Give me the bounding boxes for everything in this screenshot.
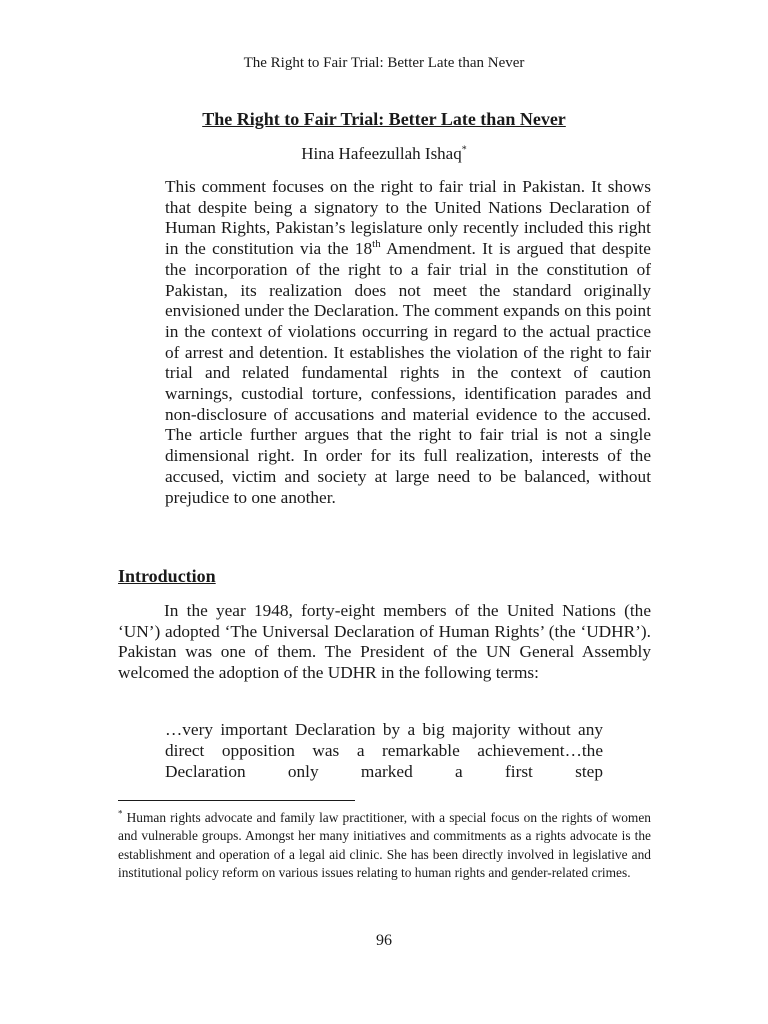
- footnote-mark: *: [118, 808, 123, 819]
- author-name: Hina Hafeezullah Ishaq: [301, 144, 462, 163]
- article-abstract: [165, 177, 651, 508]
- running-header: The Right to Fair Trial: Better Late than Never: [243, 55, 525, 71]
- article-author: [0, 143, 768, 165]
- footnote-divider: [118, 800, 355, 801]
- author-footnote-mark: *: [461, 144, 467, 156]
- abstract-superscript: th: [372, 238, 381, 251]
- footnote: [118, 809, 651, 882]
- block-quote: …very important Declaration by a big majority without any direct opposition was a remarkable achievement…the Declaration only marked a first step: [165, 720, 603, 781]
- abstract-text-part2: Amendment. It is argued that despite the incorporation of the right to a fair trial in the constitution of Pakistan, its realization does not meet the standard originally envisioned under the Declaration. The comment expands on this point in the context of violations occurring in regard to the actual practice of arrest and detention. It establishes the violation of the right to fair trial and related fundamental rights in the context of caution warnings, custodial torture, confessions, identification parades and non-disclosure of accusations and material evidence to the accused. The article further argues that the right to fair trial is not a single dimensional right. In order for its full realization, interests of the accused, victim and society at large need to be balanced, without prejudice to one another.: [165, 239, 651, 507]
- page-number: 96: [376, 932, 392, 949]
- abstract-text-part1: This comment focuses on the right to fair trial in Pakistan. It shows that despite being a signatory to the United Nations Declaration of Human Rights, Pakistan’s legislature only recently included this right in the constitution via the 18: [165, 177, 651, 259]
- introduction-heading: Introduction: [118, 566, 216, 586]
- introduction-paragraph: In the year 1948, forty-eight members of the United Nations (the ‘UN’) adopted ‘The Universal Declaration of Human Rights’ (the ‘UDHR’). Pakistan was one of them. The President of the UN General Assembly welcomed the adoption of the UDHR in the following terms:: [118, 601, 651, 683]
- article-title: The Right to Fair Trial: Better Late than Never: [202, 109, 566, 129]
- footnote-text: Human rights advocate and family law practitioner, with a special focus on the rights of women and vulnerable groups. Amongst her many initiatives and commitments as a rights advocate is the establishment and operation of a legal aid clinic. She has been directly involved in legislative and institutional policy reform on various issues relating to human rights and gender-related crimes.: [118, 810, 651, 880]
